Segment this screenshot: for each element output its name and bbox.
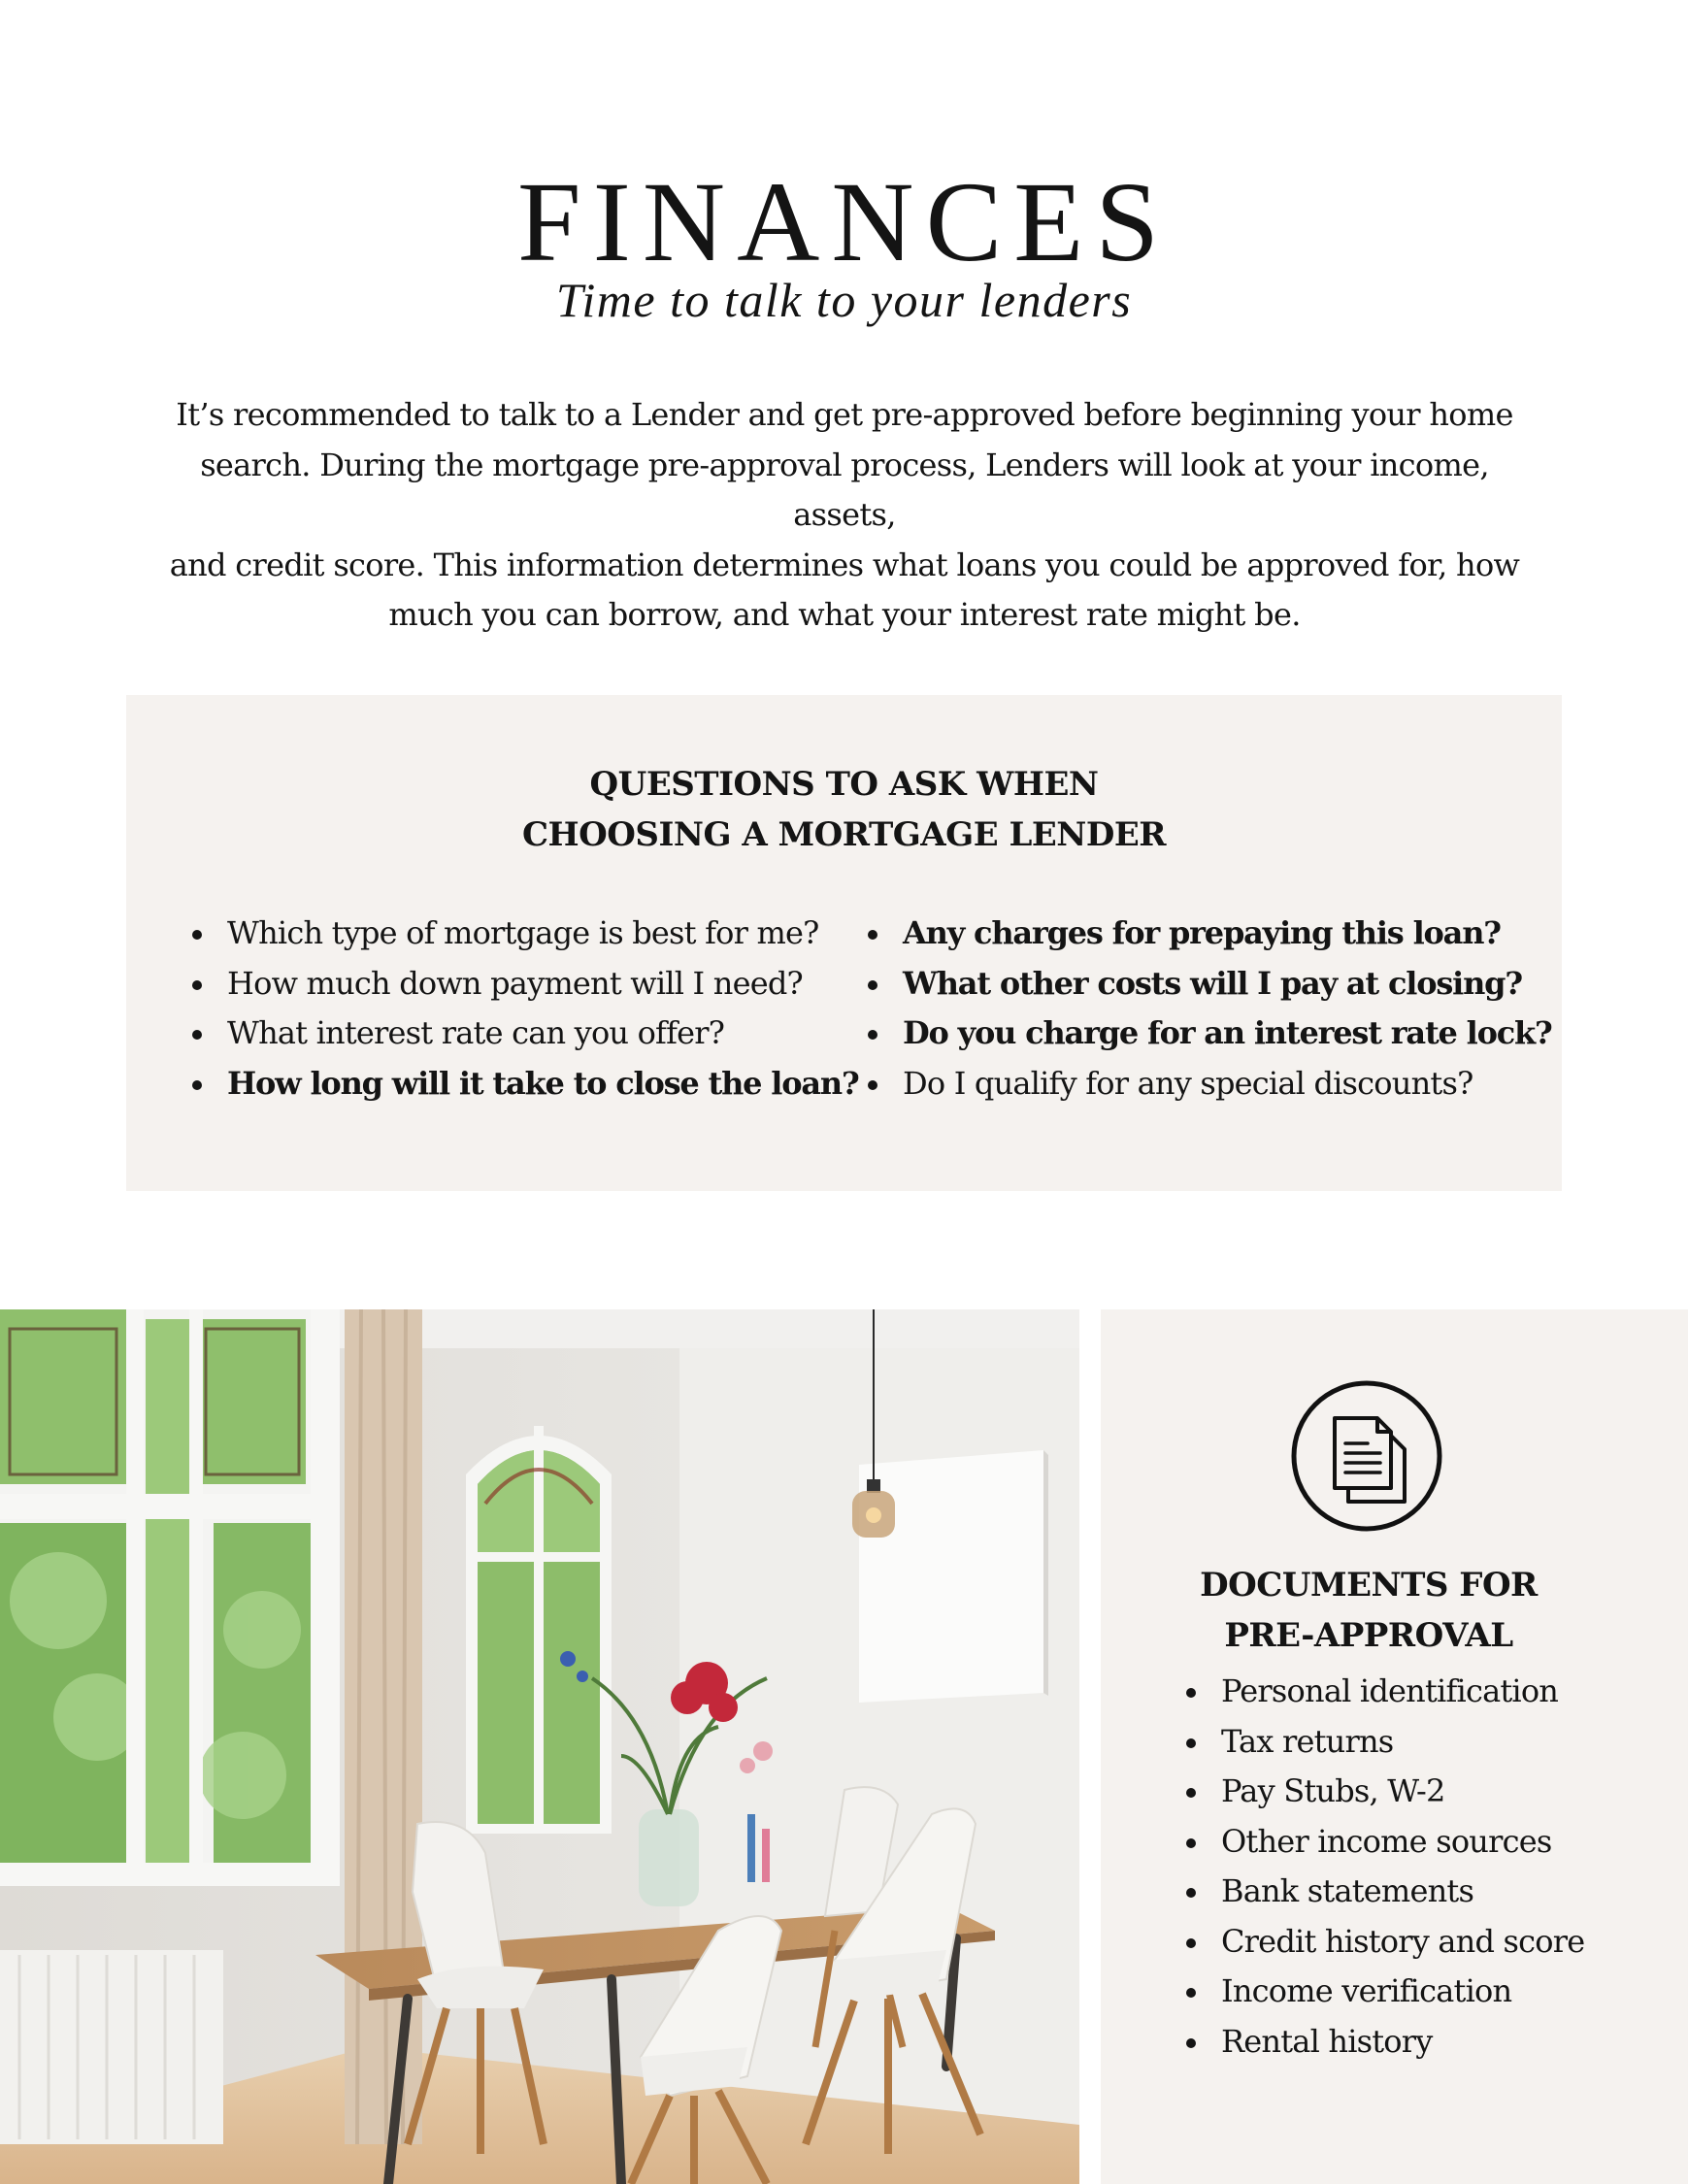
document-item: Pay Stubs, W-2	[1180, 1767, 1584, 1817]
question-item: How much down payment will I need?	[186, 959, 859, 1009]
question-item: What interest rate can you offer?	[186, 1009, 859, 1059]
question-item: Any charges for prepaying this loan?	[862, 909, 1552, 959]
document-item: Income verification	[1180, 1967, 1584, 2017]
intro-line: search. During the mortgage pre-approval process, Lenders will look at your income, assets,	[200, 446, 1489, 533]
document-item: Rental history	[1180, 2017, 1584, 2068]
documents-heading	[1101, 1560, 1637, 1661]
question-item: Do you charge for an interest rate lock?	[862, 1009, 1552, 1059]
questions-list-left	[186, 909, 859, 1109]
page-title: FINANCES	[517, 158, 1171, 285]
questions-panel	[126, 695, 1562, 1191]
documents-heading-line: DOCUMENTS FOR	[1200, 1566, 1538, 1605]
documents-heading-line: PRE-APPROVAL	[1224, 1616, 1513, 1655]
dining-room-photo	[0, 1309, 1079, 2184]
questions-heading-line: QUESTIONS TO ASK WHEN	[589, 765, 1099, 804]
questions-list-right	[862, 909, 1552, 1109]
intro-line: It’s recommended to talk to a Lender and get pre-approved before beginning your home	[176, 396, 1513, 433]
question-item: What other costs will I pay at closing?	[862, 959, 1552, 1009]
questions-heading-line: CHOOSING A MORTGAGE LENDER	[521, 815, 1166, 854]
document-item: Tax returns	[1180, 1717, 1584, 1768]
questions-heading	[126, 759, 1562, 860]
intro-paragraph	[146, 390, 1543, 641]
document-item: Personal identification	[1180, 1667, 1584, 1717]
question-item: Do I qualify for any special discounts?	[862, 1059, 1552, 1109]
document-item: Credit history and score	[1180, 1917, 1584, 1968]
document-item: Other income sources	[1180, 1817, 1584, 1868]
question-item: How long will it take to close the loan?	[186, 1059, 859, 1109]
documents-list	[1180, 1667, 1584, 2067]
document-item: Bank statements	[1180, 1867, 1584, 1917]
page-subtitle: Time to talk to your lenders	[555, 273, 1133, 327]
documents-panel	[1101, 1309, 1688, 2184]
documents-icon	[1290, 1379, 1443, 1533]
intro-line: and credit score. This information determines what loans you could be approved for, how	[169, 546, 1520, 583]
intro-line: much you can borrow, and what your interest rate might be.	[388, 596, 1301, 633]
question-item: Which type of mortgage is best for me?	[186, 909, 859, 959]
